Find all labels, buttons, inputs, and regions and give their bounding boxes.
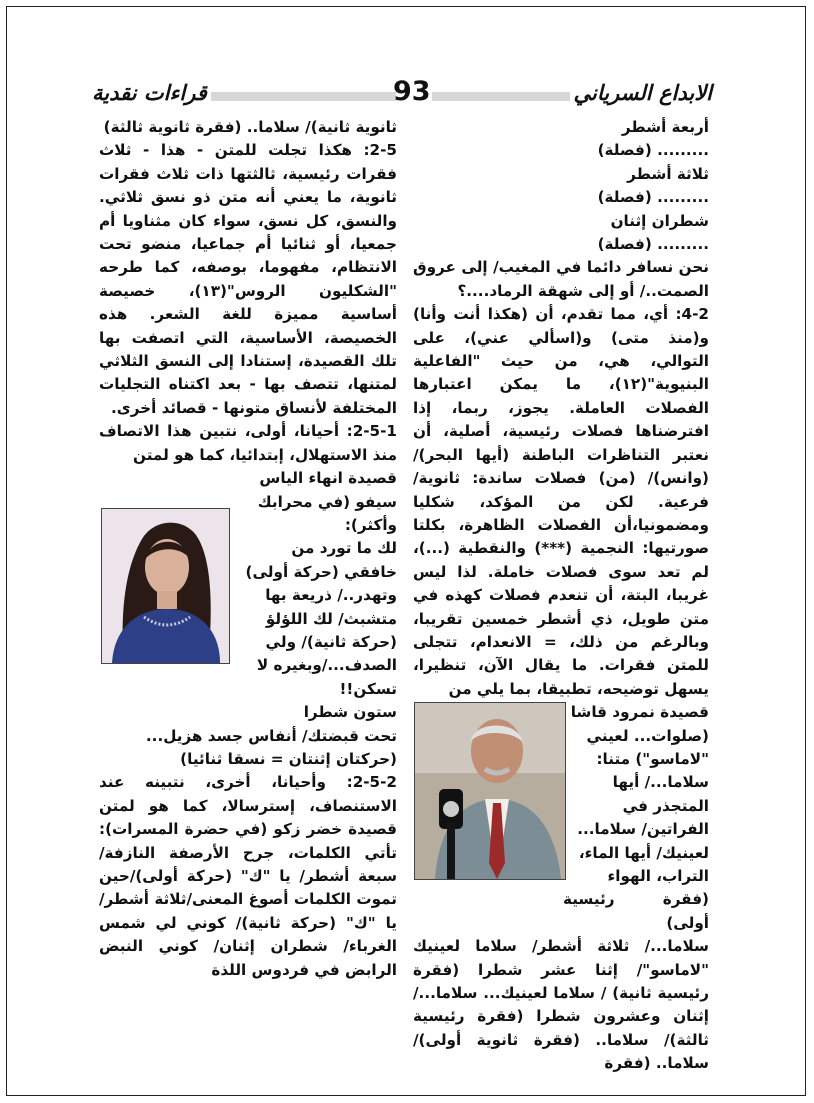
portrait-man-image — [415, 703, 565, 879]
text-line: تسكن!! — [339, 679, 397, 698]
text-line: ......... (فصلة) — [597, 188, 709, 207]
text-line: ......... (فصلة) — [597, 141, 709, 160]
text-line: الصدف.../وبغيره لا — [256, 656, 397, 675]
paragraph: 4-2: أي، مما تقدم، أن (هكذا أنت وأنا) و(منذ متى) و(اسألي عني)، على التوالي، هي، من حيث "الفاعلية البنيوية"(١٢)، ما يمكن اعتبارها الفصلات العاملة. يجوز، ربما، إذا افترضناها فصلات رئيسية، أصلية، أن نعتبر التناظرات الباطنة (أيها البحر)/ (وانس)/ (من) فصلات ساندة: ثانوية/ فرعية. لكن من المؤكد، شكليا ومضمونيا،أن الفصلات الظاهرة، بكلتا صورتيها: النجمية (***) والنقطية (...)، لم تعد سوى فصلات خاملة. لذا ليس غريبا، البتة، أن تنعدم فصلات كهذه في متن طويل، ذي أشطر خمسين تقريبا، وبالرغم من ذلك، = الانعدام، تتجلى للمتن فقرات. ما يقال الآن، تنظيرا، يسهل توضيحه، تطبيقا، بما يلي من — [413, 305, 709, 698]
text-line: المتجذر في — [622, 796, 709, 815]
text-line: سلاما.../ أيها — [612, 773, 709, 792]
text-line: وأكثر): — [344, 515, 397, 534]
text-line: التراب، الهواء — [607, 867, 709, 885]
text-line: قصيدة نمرود قاشا — [570, 703, 709, 722]
paragraph: 2-5-1: أحيانا، أولى، نتبين هذا الاتصاف منذ الاستهلال، إبتدائيا، كما هو لمتن — [99, 422, 397, 464]
paragraph: 2-5: هكذا تجلت للمتن - هذا - ثلاث فقرات رئيسية، ثالثتها ذات ثلاث فقرات ثانوية، ما يعني أنه متن ذو نسق ثلاثي. والنسق، كل نسق، سواء كان مثناويا أم جمعيا، أو ثنائيا أم جماعيا، منضو تحت الانتظام، مفهوما، بوصفه، كما طرحه "الشكليون الروس"(١٣)، خصيصة أساسية مميزة للغة الشعر. هذه الخصيصة، الأساسية، التي اتصفت بها تلك القصيدة، إستنادا إلى النسق الثلاثي لمتنها، تتصف بها - بعد اكتناه التجليات المختلفة لأنساق متونها - قصائد أخرى. — [99, 141, 397, 417]
text-line: وتهدر../ ذريعة بها — [265, 586, 397, 605]
text-line: شطران إثنان — [610, 211, 709, 230]
paragraph: سلاما.../ ثلاثة أشطر/ سلاما لعينيك "لاماسو"/ إثنا عشر شطرا (فقرة رئيسية ثانية) / سلاما لعينيك... سلاما.../ إثنان وعشرون شطرا (فقرة رئيسية ثالثة)/ سلاما.. (فقرة ثانوية أولى)/ سلاما.. (فقرة — [413, 937, 709, 1073]
author-photo-woman — [101, 508, 230, 664]
text-line: سيفو (في محرابك — [257, 492, 397, 511]
text-line: ستون شطرا — [303, 703, 397, 722]
magazine-title: الابداع السرياني — [570, 80, 717, 105]
text-line: "لاماسو") متنا: — [596, 749, 709, 768]
page-header — [0, 78, 814, 114]
text-line: (حركتان إثنتان = نسقا ثنائيا) — [180, 749, 397, 768]
paragraph: 2-5-2: وأحيانا، أخرى، نتبينه عند الاستنصاف، إسترسالا، كما هو لمتن قصيدة خضر زكو (في حضرة المسرات): تأتي الكلمات، جرح الأرصفة النازفة/سبعة أشطر/ يا "ك" (حركة أولى)/حين تموت الكلمات أصوغ المعنى/ثلاثة أشطر/ يا "ك" (حركة ثانية)/ كوني لي شمس الغرباء/ شطران إثنان/ كوني النبض الرابض في فردوس اللذة — [99, 773, 397, 979]
text-line: أربعة أشطر — [621, 118, 709, 136]
text-line: متشبث/ لك اللؤلؤ — [265, 609, 397, 628]
text-line: لعينيك/ أيها الماء، — [578, 843, 709, 862]
paragraph: نحن نسافر دائما في المغيب/ إلى عروق الصمت../ أو إلى شهقة الرماد....؟ — [413, 258, 709, 300]
text-line: قصيدة انهاء الياس — [259, 469, 397, 488]
text-line: تحت قبضتك/ أنفاس جسد هزيل... — [145, 726, 397, 745]
text-line: (حركة ثانية)/ ولي — [265, 632, 397, 651]
text-line: الفراتين/ سلاما... — [577, 820, 709, 839]
text-line: (فقرة رئيسية أولى) — [563, 890, 709, 932]
page-number: 93 — [393, 76, 431, 107]
right-column — [413, 116, 709, 1076]
section-title: قراءات نقدية — [88, 80, 211, 105]
text-line: ثانوية ثانية)/ سلاما.. (فقرة ثانوية ثالثة) — [103, 118, 397, 136]
portrait-woman-image — [102, 509, 229, 663]
text-line: ......... (فصلة) — [597, 235, 709, 254]
text-line: خافقي (حركة أولى) — [245, 562, 397, 581]
text-line: ثلاثة أشطر — [627, 164, 709, 183]
text-line: لك ما تورد من — [291, 539, 397, 558]
text-line: (صلوات... لعيني — [586, 726, 709, 745]
author-photo-man — [414, 702, 566, 880]
